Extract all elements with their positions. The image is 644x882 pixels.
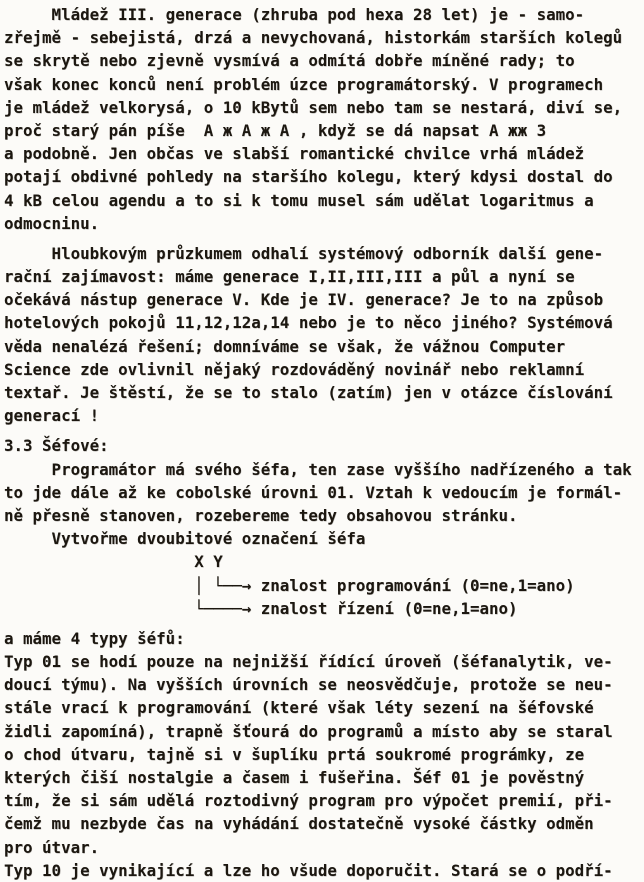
- text-line: Vytvořme dvoubitové označení šéfa: [4, 529, 366, 549]
- text-line: Science zde ovlivnil nějaký rozdováděný novinář nebo reklamní: [4, 359, 585, 379]
- text-line: o chod útvaru, tajně si v šuplíku prtá soukromé prográmky, ze: [4, 744, 585, 764]
- text-line: doucí týmu). Na vyšších úrovních se neosvědčuje, protože se neu-: [4, 675, 613, 695]
- text-line: židli zapomíná), trapně šťourá do programů a místo aby se staral: [4, 721, 613, 741]
- text-line: │ └──→ znalost programování (0=ne,1=ano): [4, 575, 575, 595]
- text-line: proč starý pán píše A ж A ж A , když se dá napsat A жж 3: [4, 120, 547, 140]
- text-line: Mládež III. generace (zhruba pod hexa 28 let) je - samo-: [4, 5, 585, 24]
- text-line: zřejmě - sebejistá, drzá a nevychovaná, historkám starších kolegů: [4, 28, 623, 48]
- text-line: pro útvar.: [4, 837, 100, 857]
- text-line: se skrytě nebo zjevně vysmívá a odmítá dobře míněné rady; to: [4, 51, 575, 71]
- text-line: odmocninu.: [4, 213, 100, 233]
- text-line: Typ 01 se hodí pouze na nejnižší řídící úroveň (šéfanalytik, ve-: [4, 652, 613, 672]
- text-line: čemž mu nezbyde čas na vyhádání dostatečně vysoké částky odměn: [4, 814, 594, 834]
- text-line: je mládež velkorysá, o 10 kBytů sem nebo tam se nestará, diví se,: [4, 97, 623, 117]
- paragraph: [4, 3, 642, 235]
- text-line: 4 kB celou agendu a to si k tomu musel sám udělat logaritmus a: [4, 190, 594, 210]
- text-line: ně přesně stanoven, rozebereme tedy obsahovou stránku.: [4, 505, 518, 525]
- text-line: to jde dále až ke cobolské úrovni 01. Vztah k vedoucím je formál-: [4, 482, 623, 502]
- text-line: Hloubkovým průzkumem odhalí systémový odborník další gene-: [4, 243, 604, 263]
- text-line: Typ 10 je vynikající a lze ho všude doporučit. Stará se o podří-: [4, 860, 613, 880]
- text-line: a máme 4 typy šéfů:: [4, 628, 185, 648]
- text-line: textař. Je štěstí, že se to stalo (zatím) jen v otázce číslování: [4, 383, 613, 402]
- paragraph: [4, 627, 642, 882]
- text-line: └────→ znalost řízení (0=ne,1=ano): [4, 598, 518, 618]
- text-line: kterých čiší nostalgie a časem i fušeřina. Šéf 01 je pověstný: [4, 768, 585, 787]
- section-heading: [4, 434, 642, 457]
- ascii-diagram: [4, 550, 642, 620]
- text-line: věda nenalézá řešení; domníváme se však, že vážnou Computer: [4, 336, 566, 356]
- paragraph: [4, 242, 642, 428]
- text-line: rační zajímavost: máme generace I,II,III,III a půl a nyní se: [4, 267, 575, 287]
- text-line: očekává nástup generace V. Kde je IV. generace? Je to na způsob: [4, 290, 604, 310]
- text-line: však konec konců není problém úzce programátorský. V programech: [4, 74, 604, 94]
- text-line: tím, že si sám udělá roztodivný program pro výpočet premií, při-: [4, 791, 613, 811]
- text-line: 3.3 Šéfové:: [4, 436, 109, 456]
- text-line: X Y: [4, 552, 223, 572]
- text-line: potají obdivné pohledy na staršího kolegu, který kdysi dostal do: [4, 167, 613, 187]
- text-line: a podobně. Jen občas ve slabší romantické chvilce vrhá mládež: [4, 144, 585, 164]
- text-line: stále vrací k programování (které však léty sezení na šéfovské: [4, 698, 594, 718]
- text-line: Programátor má svého šéfa, ten zase vyššího nadřízeného a tak: [4, 459, 632, 479]
- text-line: hotelových pokojů 11,12,12a,14 nebo je to něco jiného? Systémová: [4, 313, 613, 333]
- text-line: generací !: [4, 406, 100, 426]
- paragraph: [4, 458, 642, 551]
